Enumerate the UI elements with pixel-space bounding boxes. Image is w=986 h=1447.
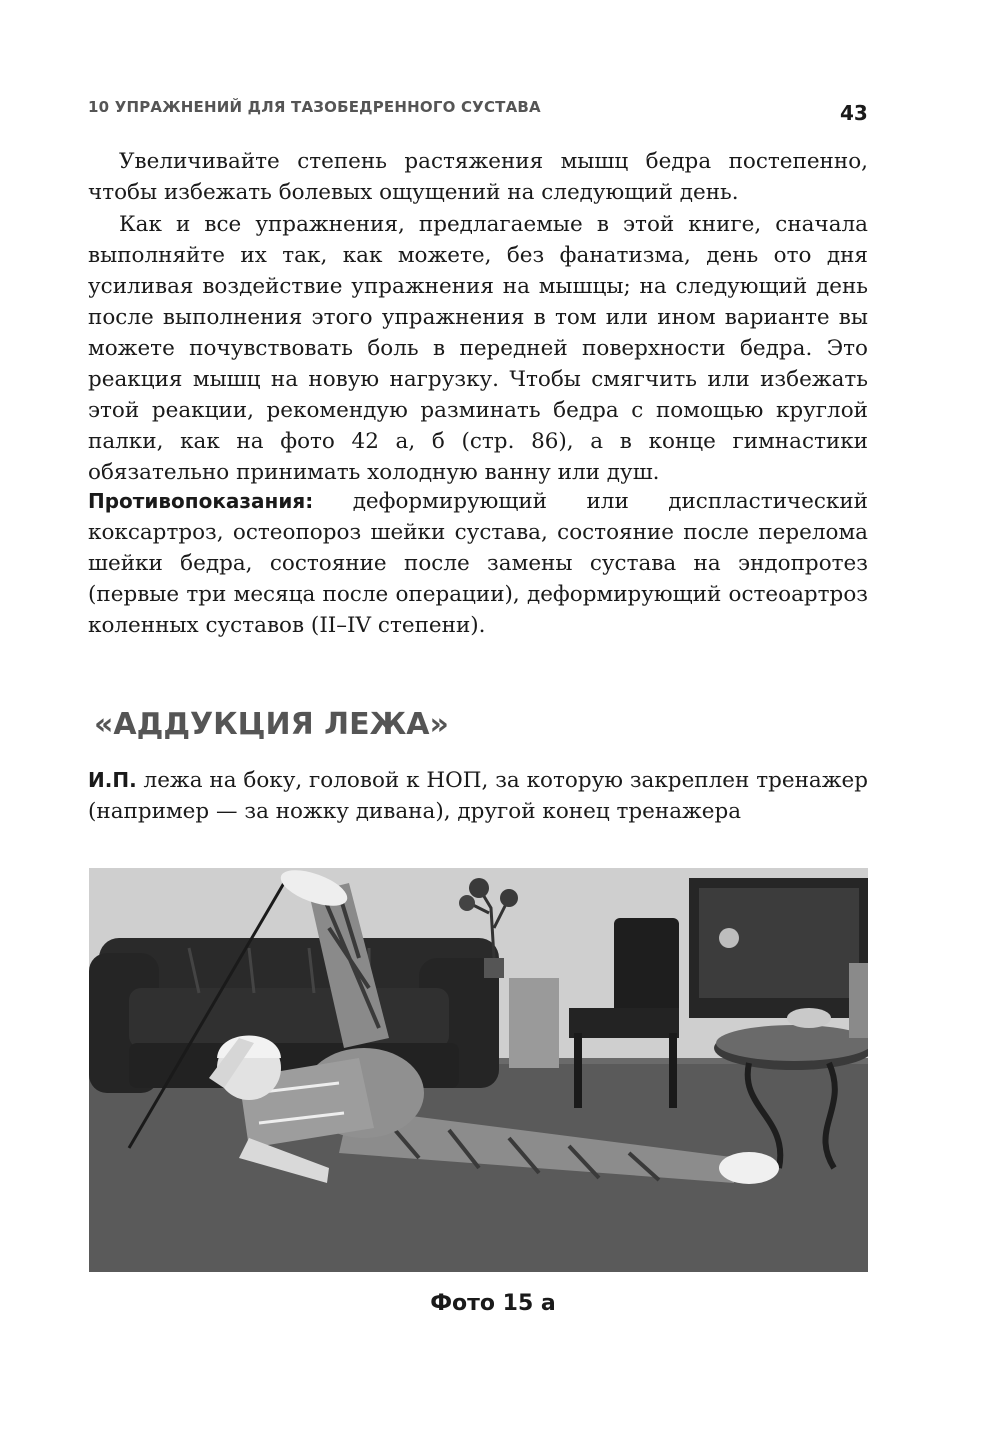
paragraph-stretch-gradually: Увеличивайте степень растяжения мышц бедра постепенно, чтобы избежать болевых ощущений на следующий день.: [88, 149, 868, 205]
photo-caption: Фото 15 а: [430, 1291, 556, 1316]
starting-position-label: И.П.: [88, 768, 137, 792]
contraindications-label: Противопоказания:: [88, 489, 314, 513]
section-title: «АДДУКЦИЯ ЛЕЖА»: [94, 707, 449, 742]
starting-position-text: лежа на боку, головой к НОП, за которую закреплен тренажер (например — за ножку дивана), другой конец тренажера: [88, 768, 868, 824]
piano: [689, 878, 868, 1018]
starting-position-paragraph: [88, 765, 868, 827]
exercise-photo: [89, 868, 868, 1272]
contraindications-paragraph: [88, 486, 868, 641]
contraindications-text: деформирующий или диспластический коксартроз, остеопороз шейки сустава, состояние после перелома шейки бедра, состояние после замены сустава на эндопротез (первые три месяца после операции), деформирующий остеоартроз коленных суставов (II–IV степени).: [88, 489, 868, 638]
page-number: 43: [840, 101, 868, 125]
running-head: 10 УПРАЖНЕНИЙ ДЛЯ ТАЗОБЕДРЕННОГО СУСТАВА: [88, 98, 541, 116]
paragraph-recommendations: Как и все упражнения, предлагаемые в этой книге, сначала выполняйте их так, как можете, без фанатизма, день ото дня усиливая воздействие упражнения на мышцы; на следующий день после выполнения этого упражнения в том или ином варианте вы можете почувствовать боль в передней поверхности бедра. Это реакция мышц на новую нагрузку. Чтобы смягчить или избежать этой реакции, рекомендую разминать бедра с помощью круглой палки, как на фото 42 а, б (стр. 86), а в конце гимнастики обязательно принимать холодную ванну или душ.: [88, 212, 868, 485]
photo-illustration: [89, 868, 868, 1272]
